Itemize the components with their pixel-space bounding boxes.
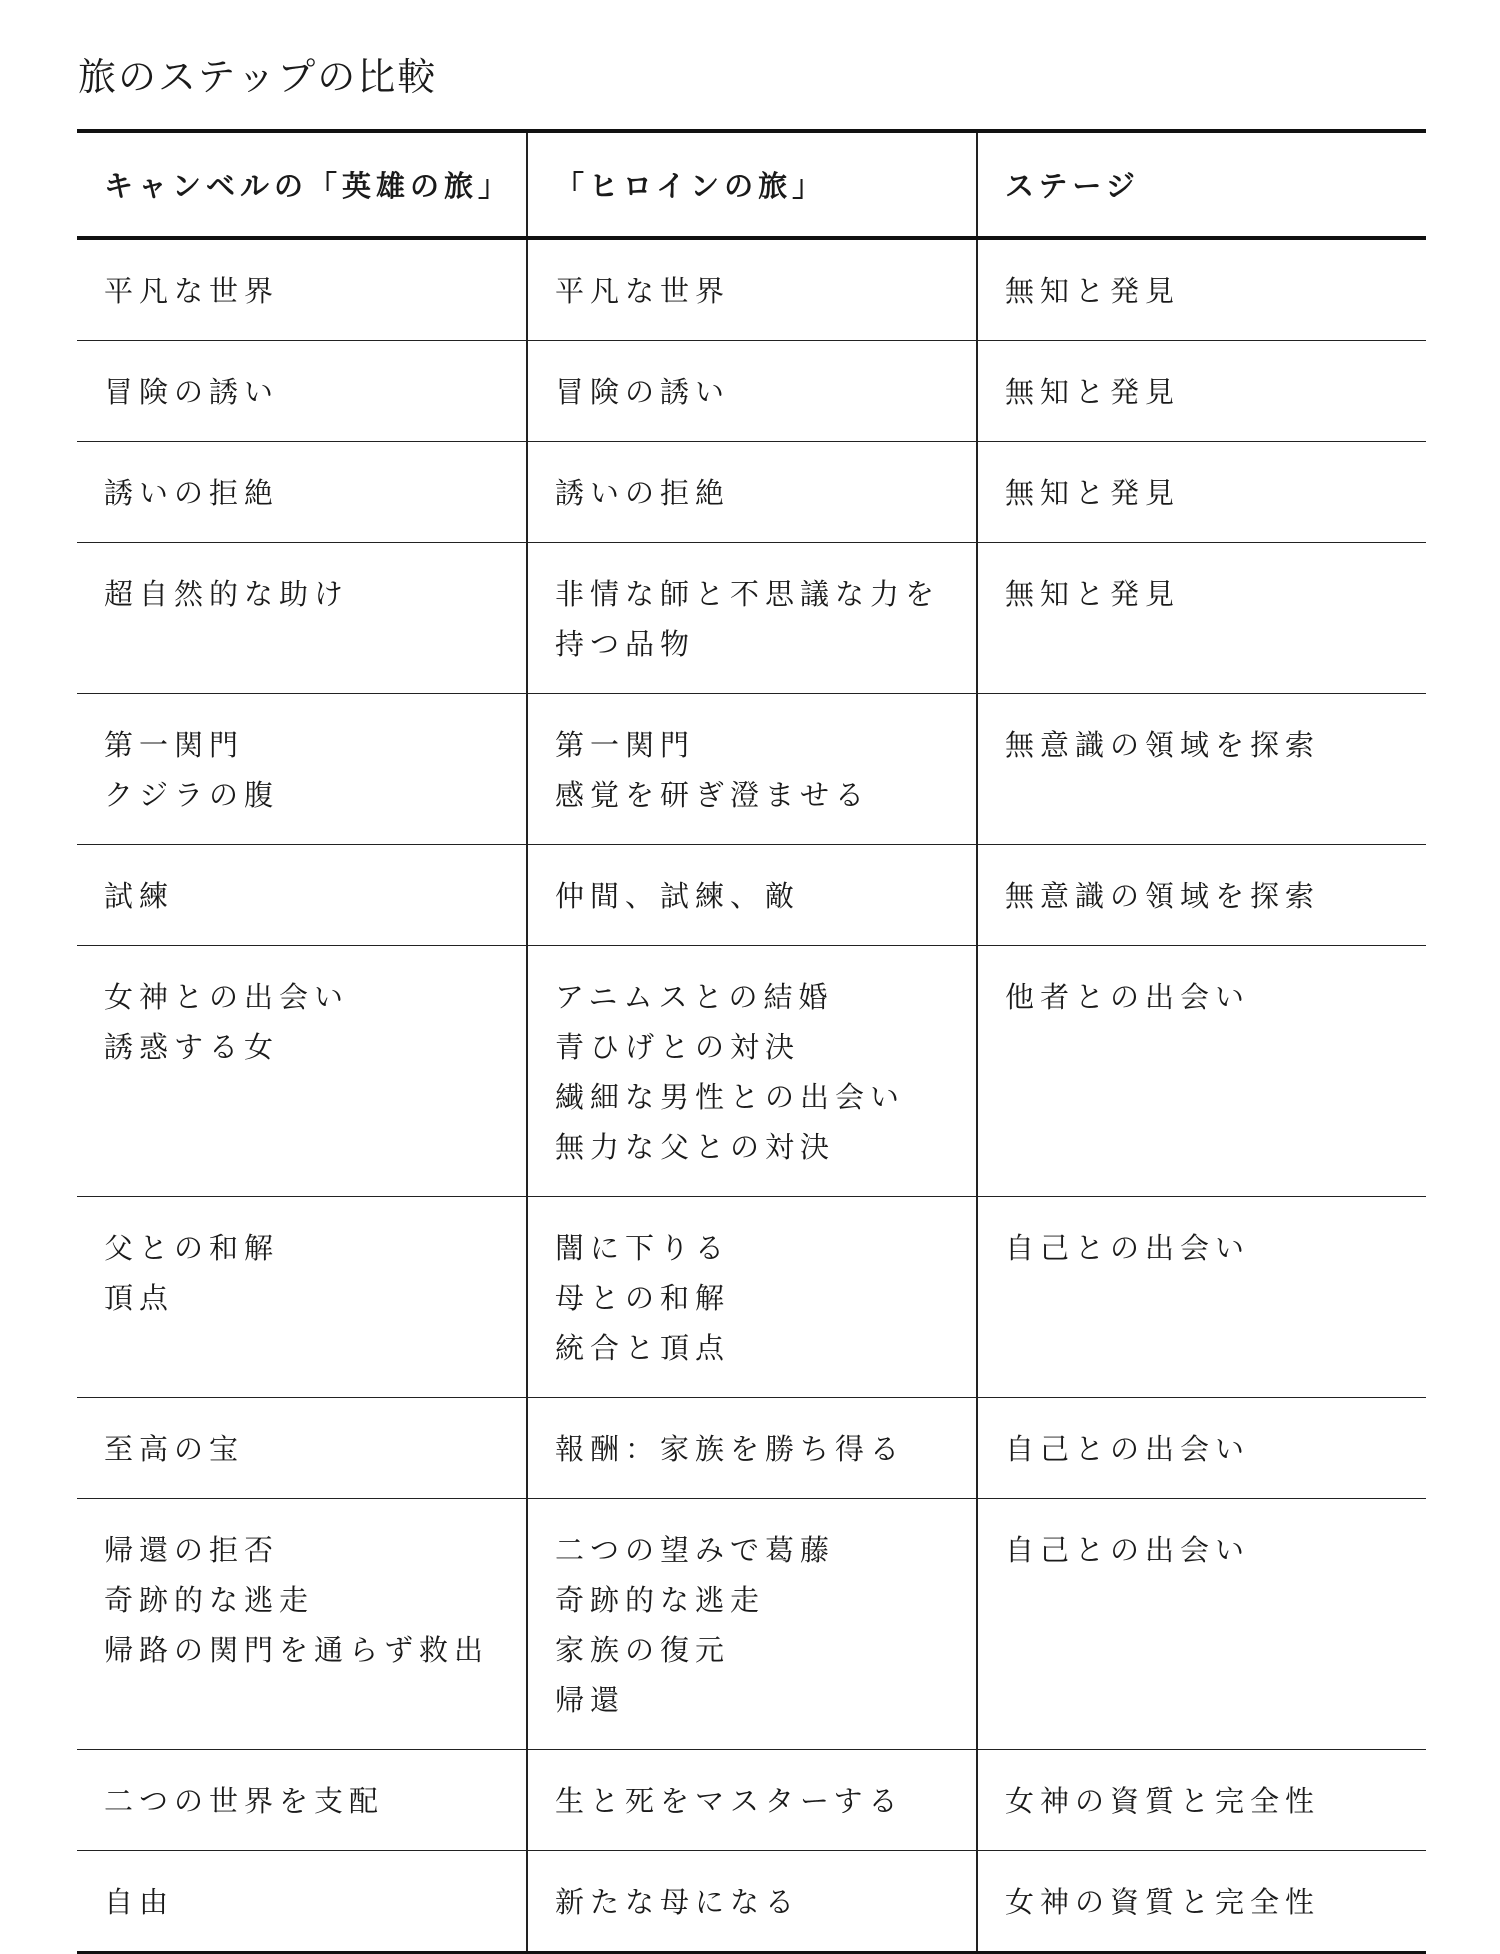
cell-line: 自己との出会い <box>1005 1533 1251 1567</box>
cell-line: 感覚を研ぎ澄ませる <box>555 778 871 812</box>
heroine-step-cell <box>527 946 977 1197</box>
cell-line: 報酬：家族を勝ち得る <box>555 1432 906 1466</box>
cell-line: 誘いの拒絶 <box>104 476 280 510</box>
table-row <box>77 1499 1426 1750</box>
hero-step-cell <box>77 1499 527 1750</box>
cell-line: 無意識の領域を探索 <box>1005 879 1321 913</box>
cell-line: 家族の復元 <box>555 1633 731 1667</box>
cell-line: クジラの腹 <box>104 778 280 812</box>
heroine-step-cell <box>527 1851 977 1953</box>
cell-line: 奇跡的な逃走 <box>104 1583 315 1617</box>
heroine-step-cell <box>527 1499 977 1750</box>
cell-line: アニムスとの結婚 <box>555 980 834 1014</box>
cell-line: 頂点 <box>104 1281 175 1315</box>
cell-line: 女神の資質と完全性 <box>1005 1885 1321 1919</box>
table-row <box>77 1398 1426 1499</box>
table-row <box>77 1750 1426 1851</box>
cell-line: 仲間、試練、敵 <box>555 879 801 913</box>
hero-step-cell <box>77 694 527 845</box>
cell-line: 統合と頂点 <box>555 1331 731 1365</box>
cell-line: 帰還の拒否 <box>104 1533 280 1567</box>
cell-line: 女神との出会い <box>104 980 350 1014</box>
cell-line: 無知と発見 <box>1005 577 1181 611</box>
cell-line: 無知と発見 <box>1005 375 1181 409</box>
cell-line: 奇跡的な逃走 <box>555 1583 766 1617</box>
cell-line: 女神の資質と完全性 <box>1005 1784 1321 1818</box>
heroine-step-cell <box>527 543 977 694</box>
table-row <box>77 1851 1426 1953</box>
heroine-step-cell <box>527 1197 977 1398</box>
cell-line: 青ひげとの対決 <box>555 1030 801 1064</box>
stage-cell <box>977 238 1426 341</box>
table-row <box>77 845 1426 946</box>
hero-step-cell <box>77 238 527 341</box>
stage-cell <box>977 442 1426 543</box>
hero-step-cell <box>77 341 527 442</box>
table-row <box>77 543 1426 694</box>
cell-line: 超自然的な助け <box>104 577 350 611</box>
cell-line: 至高の宝 <box>104 1432 245 1466</box>
cell-line: 帰還 <box>555 1683 626 1717</box>
cell-line: 二つの望みで葛藤 <box>555 1533 836 1567</box>
header-heroine-journey: 「ヒロインの旅」 <box>527 131 977 238</box>
heroine-step-cell <box>527 694 977 845</box>
cell-line: 二つの世界を支配 <box>104 1784 385 1818</box>
header-stage: ステージ <box>977 131 1426 238</box>
table-body <box>77 238 1426 1953</box>
cell-line: 繊細な男性との出会い <box>555 1080 906 1114</box>
table-row <box>77 694 1426 845</box>
stage-cell <box>977 1499 1426 1750</box>
heroine-step-cell <box>527 238 977 341</box>
cell-line: 帰路の関門を通らず救出 <box>104 1633 490 1667</box>
cell-line: 無知と発見 <box>1005 476 1181 510</box>
hero-step-cell <box>77 1398 527 1499</box>
table-row <box>77 238 1426 341</box>
cell-line: 誘惑する女 <box>104 1030 280 1064</box>
cell-line: 平凡な世界 <box>555 274 731 308</box>
cell-line: 冒険の誘い <box>104 375 280 409</box>
cell-line: 無知と発見 <box>1005 274 1181 308</box>
header-row <box>77 131 1426 238</box>
stage-cell <box>977 1750 1426 1851</box>
stage-cell <box>977 1197 1426 1398</box>
cell-line: 新たな母になる <box>555 1885 801 1919</box>
table-row <box>77 1197 1426 1398</box>
header-hero-journey: キャンベルの「英雄の旅」 <box>77 131 527 238</box>
heroine-step-cell <box>527 845 977 946</box>
heroine-step-cell <box>527 1398 977 1499</box>
cell-line: 平凡な世界 <box>104 274 280 308</box>
cell-line: 闇に下りる <box>555 1231 731 1265</box>
cell-line: 無意識の領域を探索 <box>1005 728 1321 762</box>
hero-step-cell <box>77 1750 527 1851</box>
stage-cell <box>977 946 1426 1197</box>
table-row <box>77 946 1426 1197</box>
stage-cell <box>977 341 1426 442</box>
cell-line: 自由 <box>104 1885 175 1919</box>
hero-step-cell <box>77 1851 527 1953</box>
table-row <box>77 341 1426 442</box>
cell-line: 誘いの拒絶 <box>555 476 731 510</box>
hero-step-cell <box>77 946 527 1197</box>
cell-line: 非情な師と不思議な力を持つ品物 <box>555 577 941 661</box>
heroine-step-cell <box>527 442 977 543</box>
stage-cell <box>977 1398 1426 1499</box>
cell-line: 第一関門 <box>555 728 696 762</box>
cell-line: 母との和解 <box>555 1281 731 1315</box>
stage-cell <box>977 1851 1426 1953</box>
cell-line: 試練 <box>104 879 175 913</box>
cell-line: 無力な父との対決 <box>555 1130 836 1164</box>
stage-cell <box>977 845 1426 946</box>
hero-step-cell <box>77 845 527 946</box>
cell-line: 自己との出会い <box>1005 1231 1251 1265</box>
cell-line: 父との和解 <box>104 1231 280 1265</box>
journey-comparison-table <box>77 129 1426 1954</box>
cell-line: 自己との出会い <box>1005 1432 1251 1466</box>
cell-line: 冒険の誘い <box>555 375 731 409</box>
table-header <box>77 131 1426 238</box>
table-row <box>77 442 1426 543</box>
cell-line: 生と死をマスターする <box>555 1784 904 1818</box>
hero-step-cell <box>77 1197 527 1398</box>
cell-line: 第一関門 <box>104 728 245 762</box>
hero-step-cell <box>77 543 527 694</box>
hero-step-cell <box>77 442 527 543</box>
table-caption: 旅のステップの比較 <box>78 55 438 99</box>
heroine-step-cell <box>527 1750 977 1851</box>
stage-cell <box>977 694 1426 845</box>
heroine-step-cell <box>527 341 977 442</box>
cell-line: 他者との出会い <box>1005 980 1251 1014</box>
stage-cell <box>977 543 1426 694</box>
